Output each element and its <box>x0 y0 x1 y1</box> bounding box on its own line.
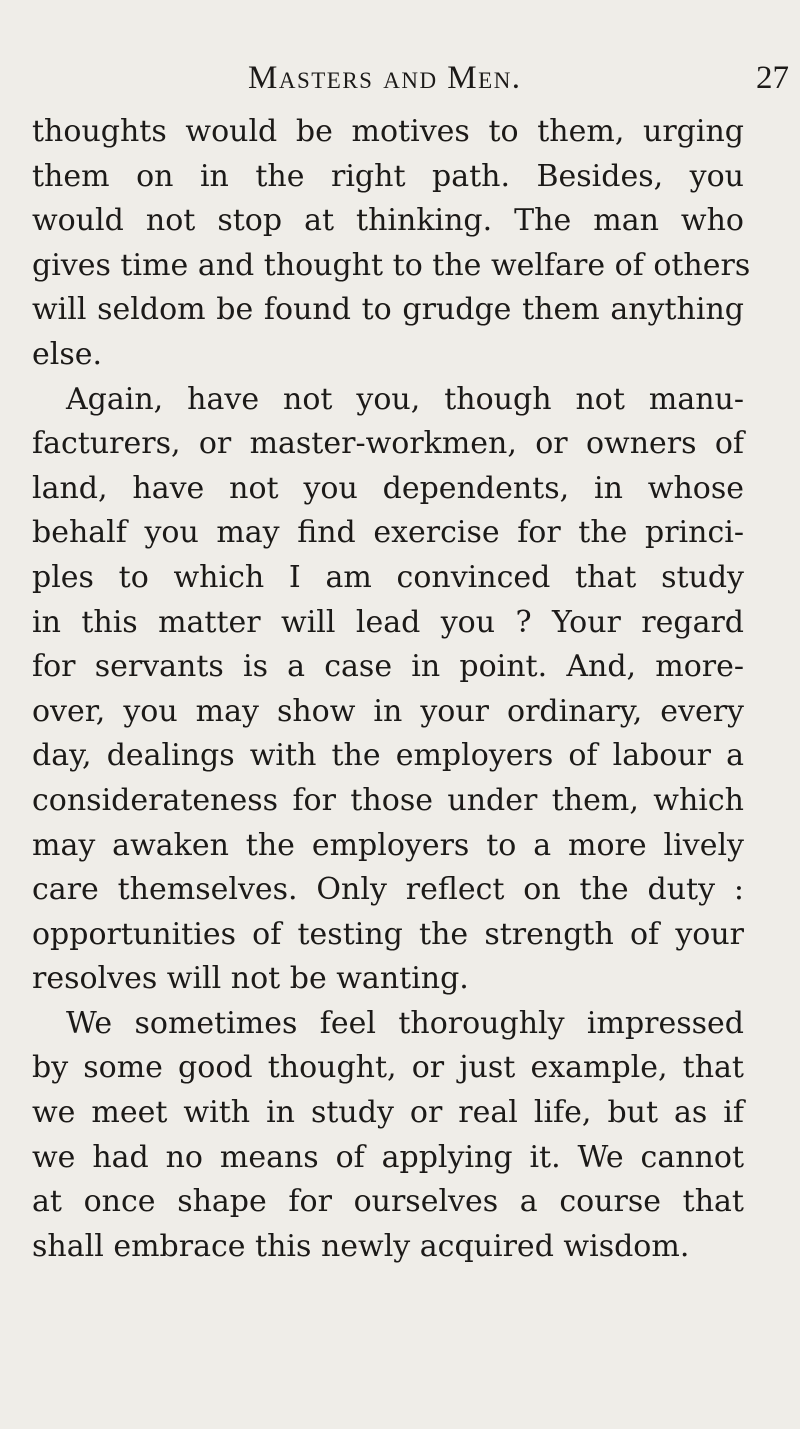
text-line: at once shape for ourselves a course that <box>32 1184 744 1220</box>
text-line: we meet with in study or real life, but as if <box>32 1095 744 1131</box>
text-line: else. <box>32 336 103 372</box>
text-line: We sometimes feel thoroughly impressed <box>66 1005 744 1041</box>
text-line: care themselves. Only reflect on the duty : <box>32 872 744 908</box>
text-line: in this matter will lead you ? Your regard <box>32 604 744 640</box>
text-line: them on in the right path. Besides, you <box>32 158 744 194</box>
running-head-title: Masters and Men. <box>248 60 522 96</box>
running-head <box>0 56 800 100</box>
text-line: shall embrace this newly acquired wisdom. <box>32 1228 690 1264</box>
text-line: opportunities of testing the strength of your <box>32 916 744 952</box>
text-line: by some good thought, or just example, that <box>32 1050 744 1086</box>
text-line: ples to which I am convinced that study <box>32 559 744 595</box>
text-line: may awaken the employers to a more lively <box>32 827 744 863</box>
text-line: thoughts would be motives to them, urging <box>32 114 744 149</box>
paragraph <box>32 110 751 378</box>
text-line: we had no means of applying it. We cannot <box>32 1139 744 1175</box>
paragraph <box>32 1002 744 1270</box>
body-text <box>32 110 751 1269</box>
text-line: will seldom be found to grudge them anything <box>32 292 744 328</box>
text-line: day, dealings with the employers of labour a <box>32 738 744 774</box>
page-number: 27 <box>756 60 789 96</box>
paragraph <box>32 378 744 1002</box>
text-line: gives time and thought to the welfare of others <box>32 247 751 283</box>
text-line: Again, have not you, though not manu- <box>66 381 744 417</box>
text-line: considerateness for those under them, which <box>32 782 744 818</box>
text-line: over, you may show in your ordinary, every <box>32 693 744 729</box>
text-line: behalf you may find exercise for the princi- <box>32 515 744 551</box>
text-line: for servants is a case in point. And, more- <box>32 649 744 685</box>
text-line: facturers, or master-workmen, or owners of <box>32 426 744 462</box>
text-line: land, have not you dependents, in whose <box>32 470 744 506</box>
text-line: resolves will not be wanting. <box>32 961 469 997</box>
text-line: would not stop at thinking. The man who <box>32 203 744 239</box>
